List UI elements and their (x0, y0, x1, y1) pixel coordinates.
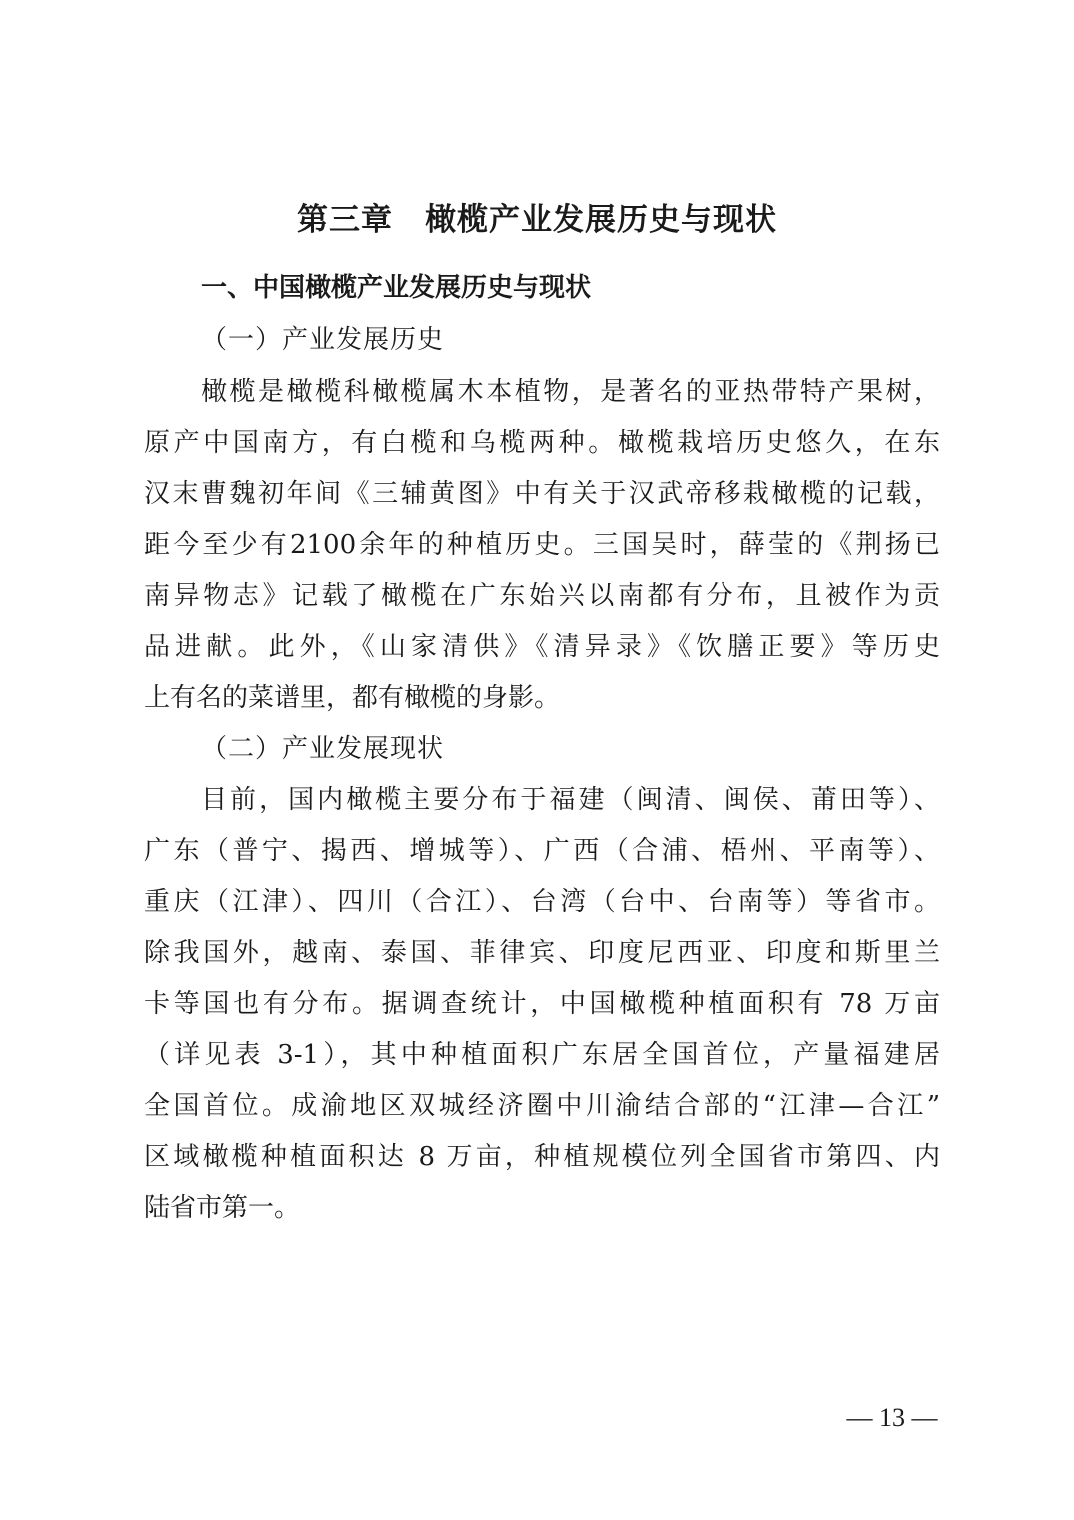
paragraph-line: 区域橄榄种植面积达 8 万亩，种植规模位列全国省市第四、内 (144, 1142, 940, 1172)
subsection-heading-status: （二）产业发展现状 (201, 734, 445, 764)
page-number: — 13 — (846, 1403, 938, 1432)
paragraph-line: 除我国外，越南、泰国、菲律宾、印度尼西亚、印度和斯里兰 (144, 938, 940, 968)
paragraph-line: 目前，国内橄榄主要分布于福建（闽清、闽侯、莆田等）、 (201, 785, 940, 815)
paragraph-line: 橄榄是橄榄科橄榄属木本植物，是著名的亚热带特产果树， (201, 377, 940, 407)
paragraph-line: 原产中国南方，有白榄和乌榄两种。橄榄栽培历史悠久，在东 (144, 428, 940, 458)
paragraph-line: 距今至少有2100余年的种植历史。三国吴时，薛莹的《荆扬已 (144, 530, 940, 560)
paragraph-line: 全国首位。成渝地区双城经济圈中川渝结合部的“江津—合江” (144, 1091, 940, 1121)
paragraph-line: 品进献。此外，《山家清供》《清异录》《饮膳正要》等历史 (144, 632, 940, 662)
section-heading: 一、中国橄榄产业发展历史与现状 (201, 273, 592, 303)
paragraph-line: 上有名的菜谱里，都有橄榄的身影。 (144, 683, 561, 713)
paragraph-line: 陆省市第一。 (144, 1193, 301, 1223)
paragraph-line: 广东（普宁、揭西、增城等）、广西（合浦、梧州、平南等）、 (144, 836, 940, 866)
paragraph-line: 南异物志》记载了橄榄在广东始兴以南都有分布，且被作为贡 (144, 581, 940, 611)
paragraph-line: 重庆（江津）、四川（合江）、台湾（台中、台南等）等省市。 (144, 887, 940, 917)
chapter-title: 第三章 橄榄产业发展历史与现状 (297, 202, 777, 238)
paragraph-line: （详见表 3-1），其中种植面积广东居全国首位，产量福建居 (144, 1040, 940, 1070)
paragraph-line: 卡等国也有分布。据调查统计，中国橄榄种植面积有 78 万亩 (144, 989, 940, 1019)
subsection-heading-history: （一）产业发展历史 (201, 325, 445, 355)
paragraph-line: 汉末曹魏初年间《三辅黄图》中有关于汉武帝移栽橄榄的记载， (144, 479, 940, 509)
